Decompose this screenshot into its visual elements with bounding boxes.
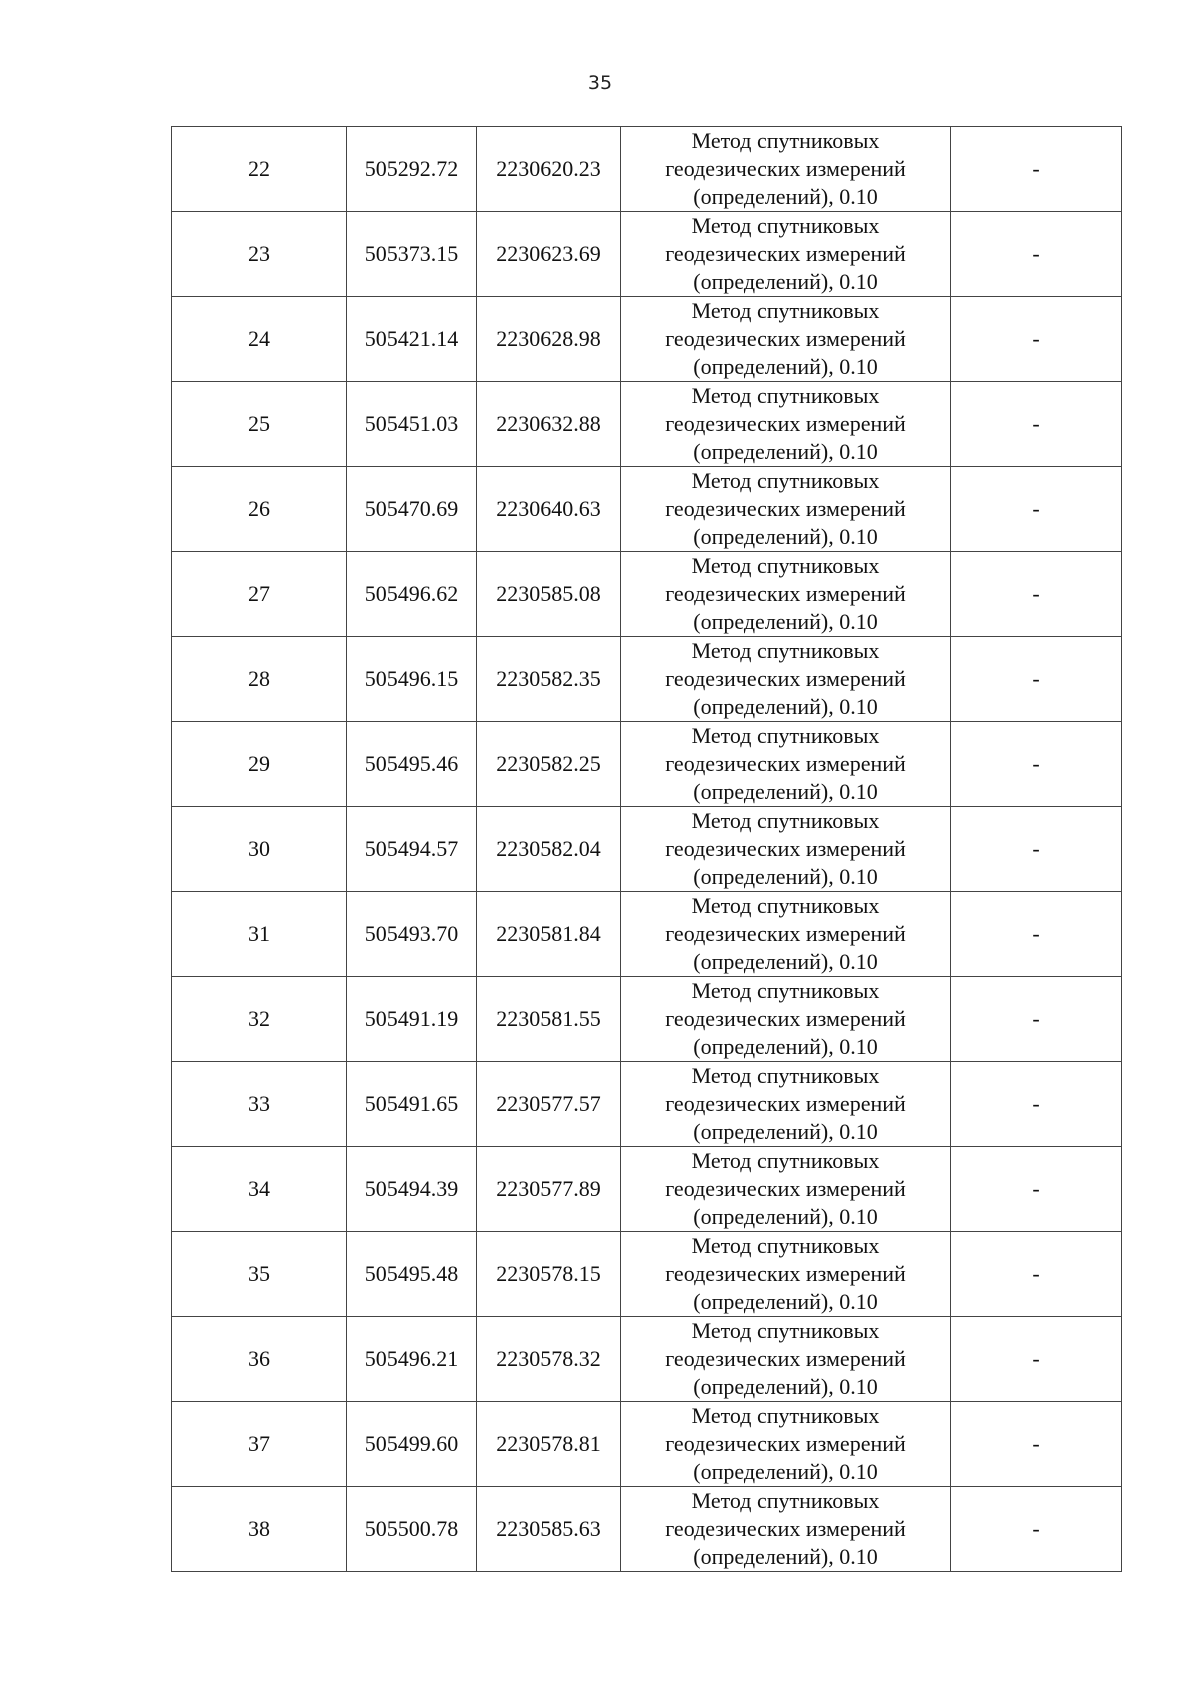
note-cell: -	[951, 467, 1122, 552]
method-text: Метод спутниковых геодезических измерений (определений), 0.10	[665, 1148, 906, 1229]
y-coordinate-cell: 2230582.35	[477, 637, 621, 722]
x-coordinate-cell: 505495.48	[347, 1232, 477, 1317]
table-row	[172, 1232, 1122, 1317]
point-number-cell: 33	[172, 1062, 347, 1147]
y-coordinate-cell: 2230582.04	[477, 807, 621, 892]
note-cell: -	[951, 807, 1122, 892]
point-number-cell: 31	[172, 892, 347, 977]
x-coordinate-cell: 505500.78	[347, 1487, 477, 1572]
table-row	[172, 1402, 1122, 1487]
point-number-cell: 35	[172, 1232, 347, 1317]
note-cell: -	[951, 382, 1122, 467]
method-cell	[621, 552, 951, 637]
y-coordinate-cell: 2230578.32	[477, 1317, 621, 1402]
x-coordinate-cell: 505496.15	[347, 637, 477, 722]
y-coordinate-cell: 2230581.55	[477, 977, 621, 1062]
note-cell: -	[951, 722, 1122, 807]
point-number-cell: 26	[172, 467, 347, 552]
x-coordinate-cell: 505491.65	[347, 1062, 477, 1147]
method-text: Метод спутниковых геодезических измерений (определений), 0.10	[665, 298, 906, 379]
x-coordinate-cell: 505494.39	[347, 1147, 477, 1232]
note-cell: -	[951, 552, 1122, 637]
y-coordinate-cell: 2230585.08	[477, 552, 621, 637]
method-cell	[621, 467, 951, 552]
method-cell	[621, 807, 951, 892]
method-text: Метод спутниковых геодезических измерений (определений), 0.10	[665, 128, 906, 209]
y-coordinate-cell: 2230578.15	[477, 1232, 621, 1317]
method-text: Метод спутниковых геодезических измерений (определений), 0.10	[665, 1233, 906, 1314]
note-cell: -	[951, 1062, 1122, 1147]
method-cell	[621, 1062, 951, 1147]
method-cell	[621, 1402, 951, 1487]
table-row	[172, 637, 1122, 722]
y-coordinate-cell: 2230620.23	[477, 127, 621, 212]
table-row	[172, 977, 1122, 1062]
point-number-cell: 25	[172, 382, 347, 467]
table-row	[172, 1062, 1122, 1147]
method-cell	[621, 637, 951, 722]
note-cell: -	[951, 1317, 1122, 1402]
method-cell	[621, 382, 951, 467]
point-number-cell: 36	[172, 1317, 347, 1402]
method-text: Метод спутниковых геодезических измерений (определений), 0.10	[665, 808, 906, 889]
table-row	[172, 467, 1122, 552]
table-row	[172, 212, 1122, 297]
point-number-cell: 30	[172, 807, 347, 892]
x-coordinate-cell: 505493.70	[347, 892, 477, 977]
method-text: Метод спутниковых геодезических измерений (определений), 0.10	[665, 978, 906, 1059]
point-number-cell: 22	[172, 127, 347, 212]
note-cell: -	[951, 1487, 1122, 1572]
y-coordinate-cell: 2230581.84	[477, 892, 621, 977]
method-cell	[621, 212, 951, 297]
x-coordinate-cell: 505421.14	[347, 297, 477, 382]
x-coordinate-cell: 505373.15	[347, 212, 477, 297]
table-row	[172, 892, 1122, 977]
method-text: Метод спутниковых геодезических измерений (определений), 0.10	[665, 638, 906, 719]
method-cell	[621, 127, 951, 212]
point-number-cell: 32	[172, 977, 347, 1062]
method-text: Метод спутниковых геодезических измерений (определений), 0.10	[665, 723, 906, 804]
page-number: 35	[587, 72, 613, 94]
coordinates-table	[171, 126, 1122, 1572]
table-row	[172, 382, 1122, 467]
method-cell	[621, 1147, 951, 1232]
x-coordinate-cell: 505470.69	[347, 467, 477, 552]
note-cell: -	[951, 892, 1122, 977]
method-cell	[621, 722, 951, 807]
x-coordinate-cell: 505495.46	[347, 722, 477, 807]
x-coordinate-cell: 505451.03	[347, 382, 477, 467]
method-cell	[621, 297, 951, 382]
y-coordinate-cell: 2230578.81	[477, 1402, 621, 1487]
x-coordinate-cell: 505491.19	[347, 977, 477, 1062]
y-coordinate-cell: 2230585.63	[477, 1487, 621, 1572]
method-text: Метод спутниковых геодезических измерений (определений), 0.10	[665, 468, 906, 549]
y-coordinate-cell: 2230577.89	[477, 1147, 621, 1232]
method-text: Метод спутниковых геодезических измерений (определений), 0.10	[665, 1488, 906, 1569]
point-number-cell: 24	[172, 297, 347, 382]
x-coordinate-cell: 505499.60	[347, 1402, 477, 1487]
y-coordinate-cell: 2230582.25	[477, 722, 621, 807]
method-text: Метод спутниковых геодезических измерений (определений), 0.10	[665, 893, 906, 974]
method-text: Метод спутниковых геодезических измерений (определений), 0.10	[665, 1403, 906, 1484]
table-row	[172, 807, 1122, 892]
coordinates-table-body	[172, 127, 1122, 1572]
point-number-cell: 29	[172, 722, 347, 807]
table-row	[172, 722, 1122, 807]
table-row	[172, 297, 1122, 382]
note-cell: -	[951, 1402, 1122, 1487]
point-number-cell: 27	[172, 552, 347, 637]
y-coordinate-cell: 2230640.63	[477, 467, 621, 552]
x-coordinate-cell: 505292.72	[347, 127, 477, 212]
note-cell: -	[951, 127, 1122, 212]
x-coordinate-cell: 505494.57	[347, 807, 477, 892]
method-text: Метод спутниковых геодезических измерений (определений), 0.10	[665, 213, 906, 294]
point-number-cell: 37	[172, 1402, 347, 1487]
note-cell: -	[951, 297, 1122, 382]
method-cell	[621, 892, 951, 977]
method-cell	[621, 1317, 951, 1402]
note-cell: -	[951, 977, 1122, 1062]
point-number-cell: 28	[172, 637, 347, 722]
method-text: Метод спутниковых геодезических измерений (определений), 0.10	[665, 553, 906, 634]
point-number-cell: 34	[172, 1147, 347, 1232]
table-row	[172, 127, 1122, 212]
y-coordinate-cell: 2230628.98	[477, 297, 621, 382]
y-coordinate-cell: 2230623.69	[477, 212, 621, 297]
note-cell: -	[951, 1147, 1122, 1232]
method-text: Метод спутниковых геодезических измерений (определений), 0.10	[665, 1063, 906, 1144]
method-cell	[621, 1232, 951, 1317]
point-number-cell: 23	[172, 212, 347, 297]
method-cell	[621, 1487, 951, 1572]
y-coordinate-cell: 2230632.88	[477, 382, 621, 467]
y-coordinate-cell: 2230577.57	[477, 1062, 621, 1147]
method-text: Метод спутниковых геодезических измерений (определений), 0.10	[665, 1318, 906, 1399]
note-cell: -	[951, 637, 1122, 722]
table-row	[172, 1487, 1122, 1572]
x-coordinate-cell: 505496.21	[347, 1317, 477, 1402]
x-coordinate-cell: 505496.62	[347, 552, 477, 637]
note-cell: -	[951, 212, 1122, 297]
method-text: Метод спутниковых геодезических измерений (определений), 0.10	[665, 383, 906, 464]
point-number-cell: 38	[172, 1487, 347, 1572]
table-row	[172, 1317, 1122, 1402]
table-row	[172, 552, 1122, 637]
table-row	[172, 1147, 1122, 1232]
method-cell	[621, 977, 951, 1062]
note-cell: -	[951, 1232, 1122, 1317]
